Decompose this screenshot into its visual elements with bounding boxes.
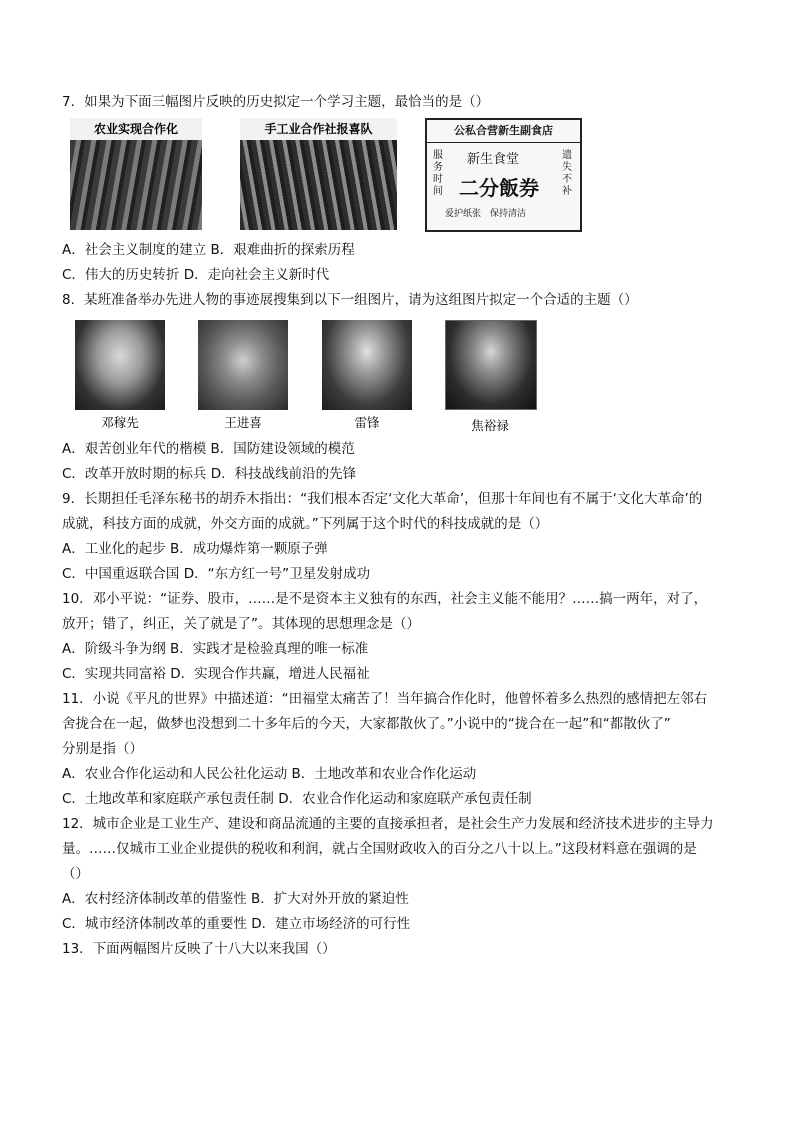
portrait-wang-jinxi [198,320,288,410]
q7-option-line-1: A．社会主义制度的建立 B．艰难曲折的探索历程 [62,242,355,258]
ticket-bottom: 爱护纸张 保持清洁 [445,209,527,219]
q9-option-line-1: A．工业化的起步 B．成功爆炸第一颗原子弹 [62,541,328,557]
ticket-right-vertical: 遗失不补 [562,150,572,197]
person-name-2: 王进喜 [224,415,262,430]
q7-image-meal-ticket [425,118,582,232]
q9-stem-line-1: 9．长期担任毛泽东秘书的胡乔木指出：“我们根本否定‘文化大革命’，但那十年间也有不属于‘文化大革命’的 [62,491,703,507]
q10-stem-line-1: 10．邓小平说：“证券、股市，……是不是资本主义独有的东西，社会主义能不能用？……搞一两年，对了， [62,591,708,607]
q11-stem-line-3: 分别是指（） [62,741,143,757]
q7-image2-caption: 手工业合作社报喜队 [240,118,397,141]
q7-stem: 7．如果为下面三幅图片反映的历史拟定一个学习主题，最恰当的是（） [62,94,490,110]
person-name-4: 焦裕禄 [471,418,509,433]
q7-image-handicraft-cooperative [240,118,397,230]
q10-option-line-1: A．阶级斗争为纲 B．实践才是检验真理的唯一标准 [62,641,369,657]
ticket-left-vertical: 服务时间 [433,150,443,197]
q11-stem-line-1: 11．小说《平凡的世界》中描述道：“田福堂太痛苦了！当年搞合作化时，他曾怀着多么热烈的感情把左邻右 [62,691,708,707]
person-name-1: 邓稼先 [101,415,139,430]
portrait-jiao-yulu [445,320,537,410]
q7-image-agriculture-cooperative [70,118,202,230]
portrait-deng-jiaxian [75,320,165,410]
q13-stem: 13．下面两幅图片反映了十八大以来我国（） [62,941,336,957]
portrait-lei-feng [322,320,412,410]
q8-option-line-2: C．改革开放时期的标兵 D．科技战线前沿的先锋 [62,466,357,482]
q12-stem-line-3: （） [62,866,89,882]
parade-photo-icon [240,140,397,230]
ticket-big-text: 二分飯券 [459,176,539,200]
q11-option-line-2: C．土地改革和家庭联产承包责任制 D．农业合作化运动和家庭联产承包责任制 [62,791,532,807]
q8-option-line-1: A．艰苦创业年代的楷模 B．国防建设领域的模范 [62,441,355,457]
q11-stem-line-2: 舍拢合在一起，做梦也没想到二十多年后的今天，大家都散伙了。”小说中的“拢合在一起”和“都散伙了” [62,716,671,732]
q7-option-line-2: C．伟大的历史转折 D．走向社会主义新时代 [62,267,330,283]
q12-stem-line-1: 12．城市企业是工业生产、建设和商品流通的主要的直接承担者，是社会生产力发展和经济技术进步的主导力 [62,816,714,832]
q12-stem-line-2: 量。……仅城市工业企业提供的税收和利润，就占全国财政收入的百分之八十以上。”这段材料意在强调的是 [62,841,697,857]
crowd-photo-icon [70,140,202,230]
q10-stem-line-2: 放开；错了，纠正，关了就是了”。其体现的思想理念是（） [62,616,420,632]
q11-option-line-1: A．农业合作化运动和人民公社化运动 B．土地改革和农业合作化运动 [62,766,477,782]
q12-option-line-1: A．农村经济体制改革的借鉴性 B．扩大对外开放的紧迫性 [62,891,409,907]
q8-stem: 8．某班准备举办先进人物的事迹展搜集到以下一组图片，请为这组图片拟定一个合适的主题（） [62,292,638,308]
q12-option-line-2: C．城市经济体制改革的重要性 D．建立市场经济的可行性 [62,916,411,932]
q7-image1-caption: 农业实现合作化 [70,118,202,141]
q9-stem-line-2: 成就，科技方面的成就，外交方面的成就。”下列属于这个时代的科技成就的是（） [62,516,549,532]
ticket-title: 新生食堂 [467,152,520,167]
q9-option-line-2: C．中国重返联合国 D．“东方红一号”卫星发射成功 [62,566,371,582]
person-name-3: 雷锋 [354,415,380,430]
ticket-header: 公私合营新生副食店 [427,120,580,143]
q10-option-line-2: C．实现共同富裕 D．实现合作共赢，增进人民福祉 [62,666,370,682]
